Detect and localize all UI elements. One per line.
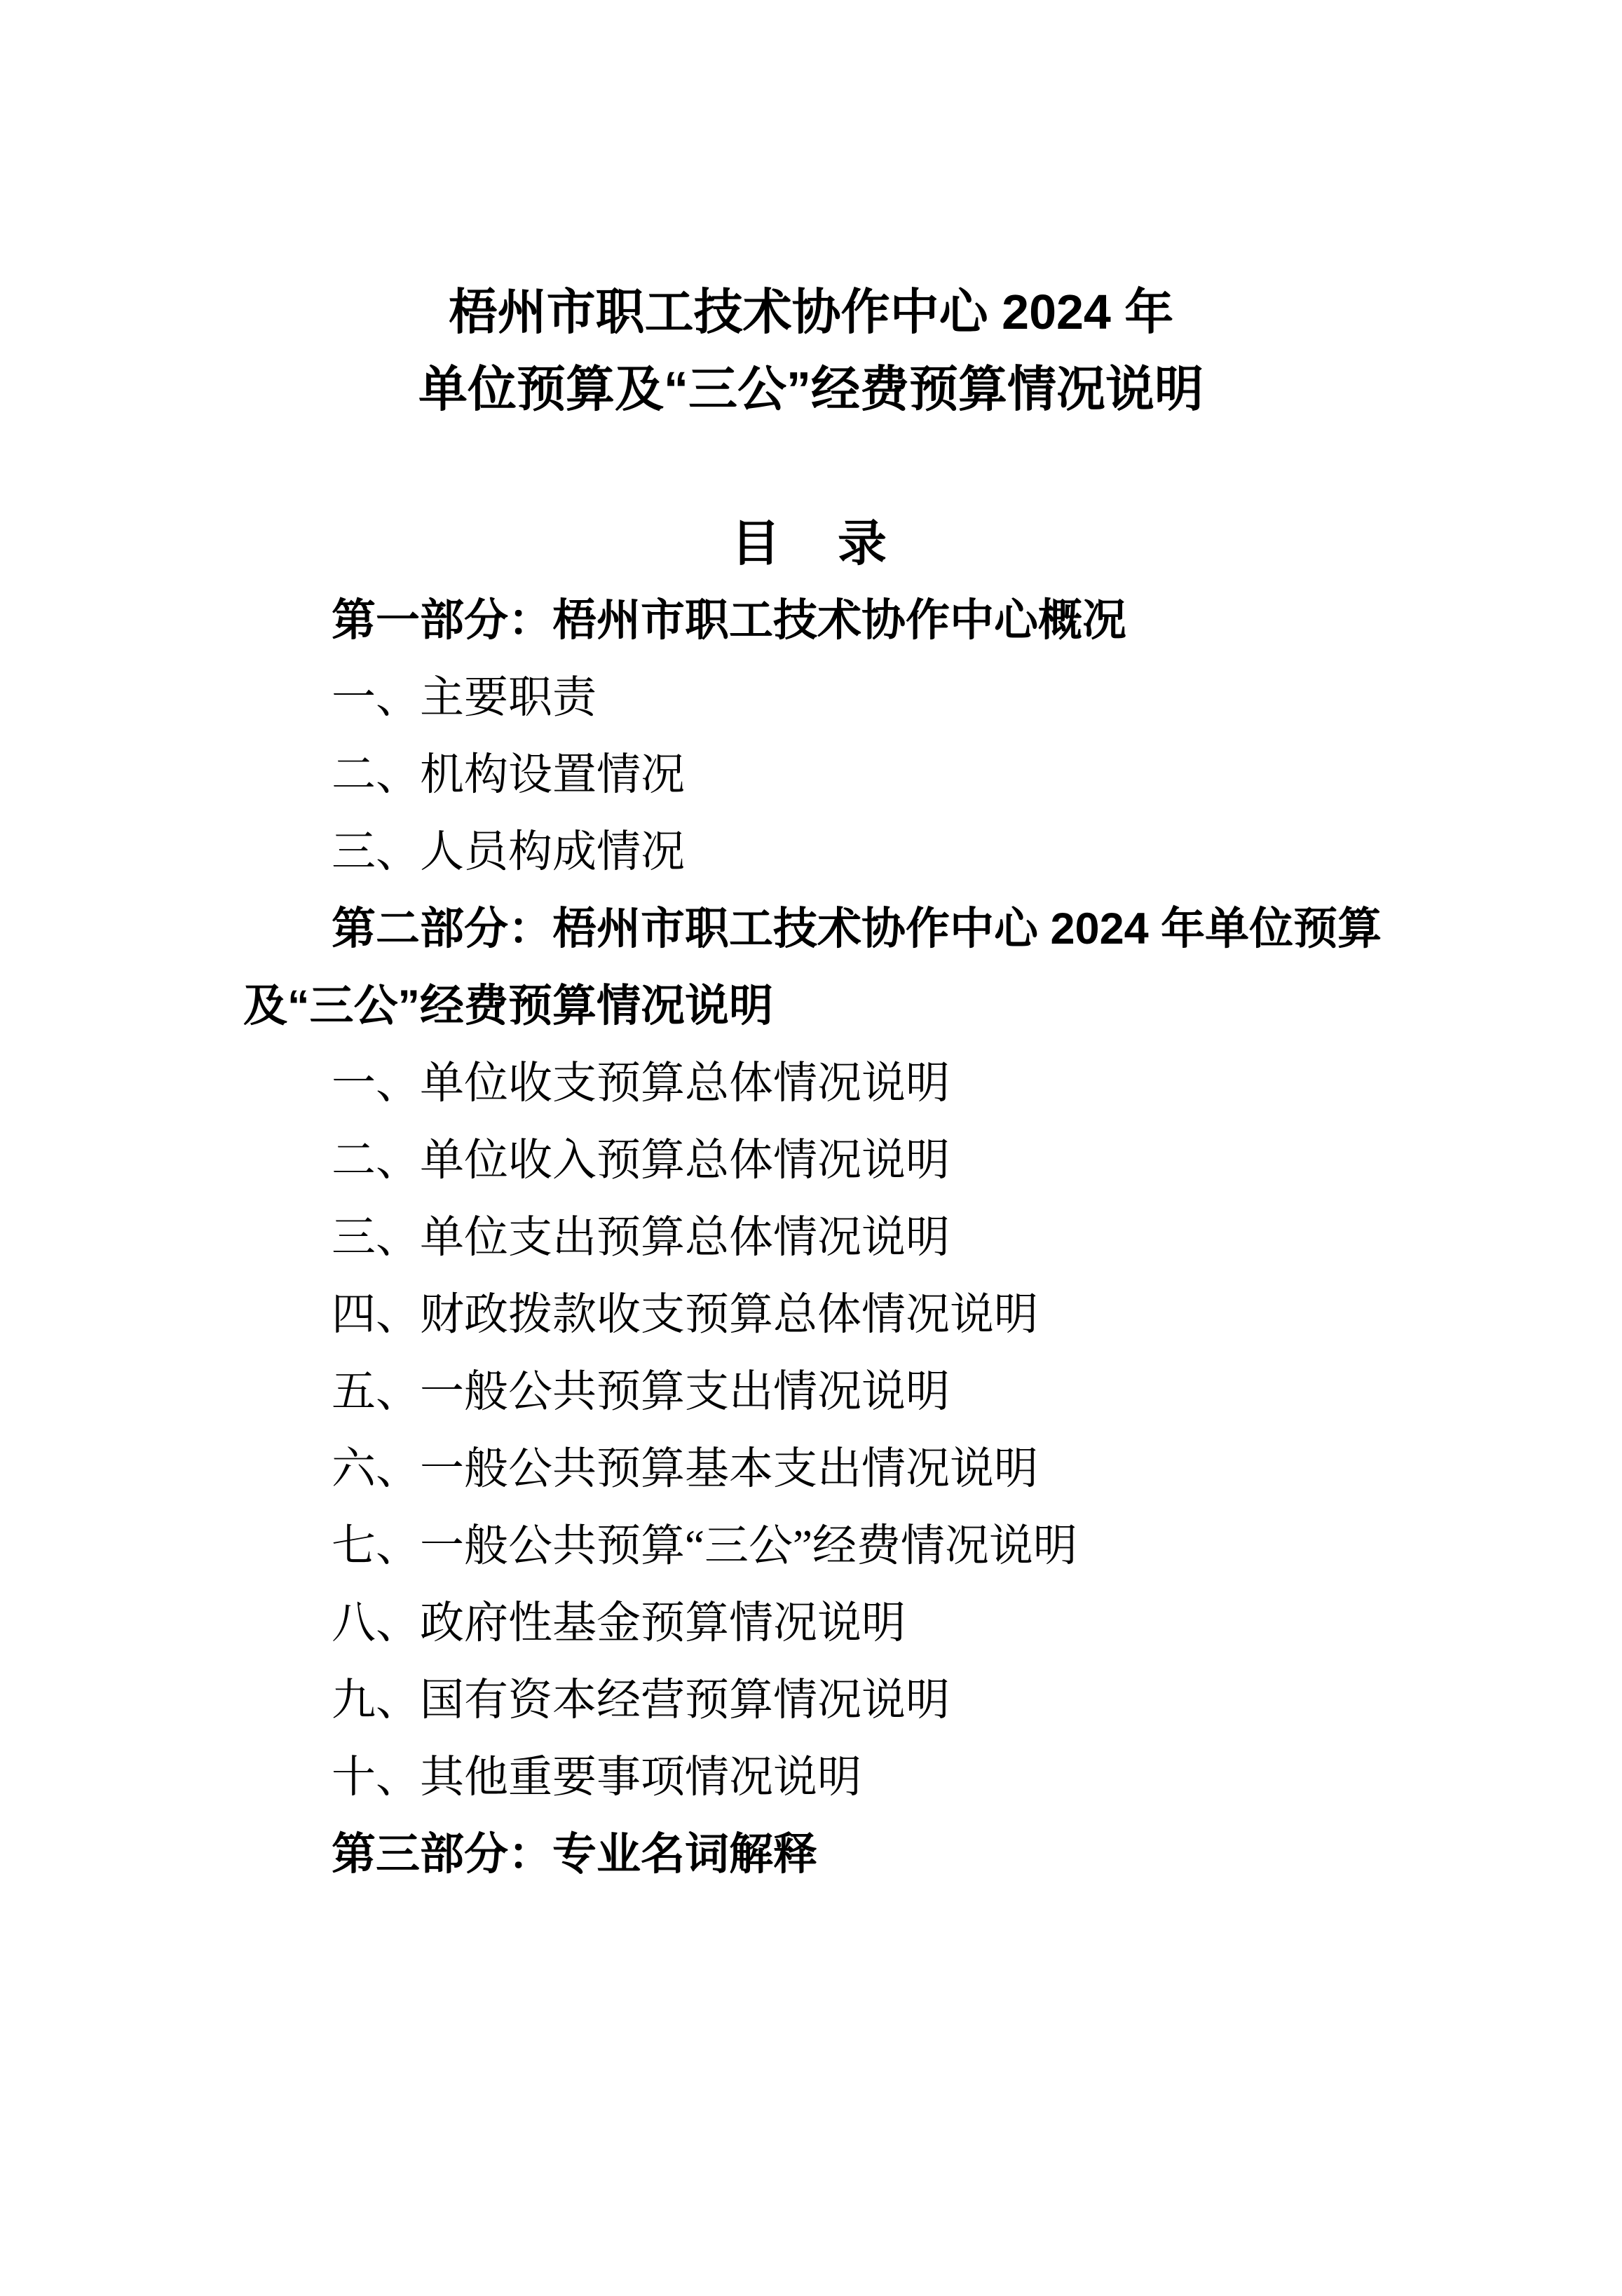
toc-item-2-9: 九、国有资本经营预算情况说明: [332, 1676, 950, 1725]
toc-item-2-1: 一、单位收支预算总体情况说明: [332, 1059, 950, 1108]
toc-header: 目 录: [731, 516, 891, 571]
toc-section-1-heading: 第一部分：梧州市职工技术协作中心概况: [332, 596, 1126, 645]
toc-item-2-2: 二、单位收入预算总体情况说明: [332, 1136, 950, 1185]
toc-section-3-heading: 第三部分：专业名词解释: [332, 1830, 817, 1879]
toc-section-2-heading-line-1: 第二部分：梧州市职工技术协作中心 2024 年单位预算: [332, 904, 1382, 953]
toc-item-1-1: 一、主要职责: [332, 673, 597, 722]
toc-item-1-2: 二、机构设置情况: [332, 750, 685, 799]
toc-item-2-5: 五、一般公共预算支出情况说明: [332, 1367, 950, 1416]
toc-item-1-3: 三、人员构成情况: [332, 827, 685, 876]
blank-line: [243, 428, 1379, 505]
toc-item-2-6: 六、一般公共预算基本支出情况说明: [332, 1444, 1038, 1493]
toc-section-2-heading-line-2: 及“三公”经费预算情况说明: [243, 981, 773, 1031]
document-title-line-1: 梧州市职工技术协作中心 2024 年: [448, 285, 1174, 339]
toc-item-2-10: 十、其他重要事项情况说明: [332, 1753, 861, 1802]
toc-item-2-7: 七、一般公共预算“三公”经费情况说明: [332, 1521, 1077, 1570]
toc-item-2-8: 八、政府性基金预算情况说明: [332, 1598, 906, 1648]
document-title-line-2: 单位预算及“三公”经费预算情况说明: [418, 362, 1204, 416]
toc-item-2-4: 四、财政拨款收支预算总体情况说明: [332, 1290, 1038, 1339]
toc-item-2-3: 三、单位支出预算总体情况说明: [332, 1213, 950, 1262]
